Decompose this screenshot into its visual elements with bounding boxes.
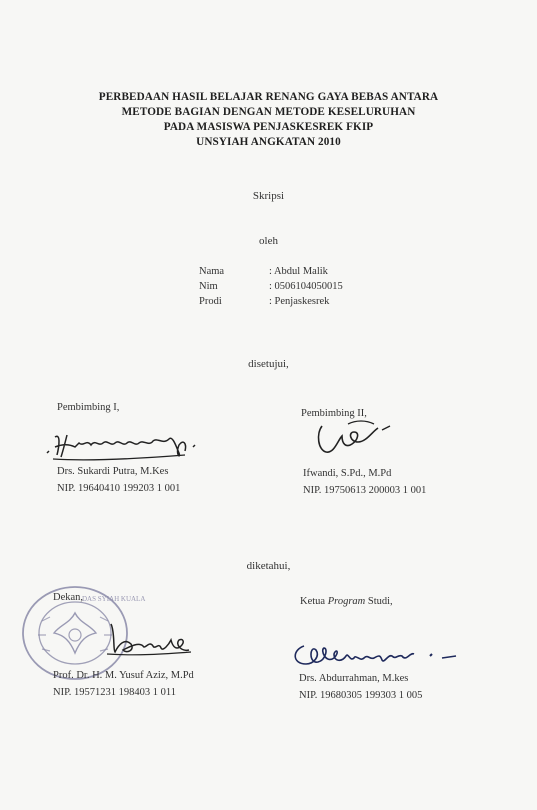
prodi-label: Prodi: [199, 296, 222, 307]
head-program-name: Drs. Abdurrahman, M.kes: [299, 673, 409, 684]
supervisor2-nip: NIP. 19750613 200003 1 001: [303, 485, 427, 496]
head-program-role-prefix: Ketua: [300, 596, 328, 607]
title-line-2: METODE BAGIAN DENGAN METODE KESELURUHAN: [121, 106, 416, 118]
head-program-role: [300, 594, 393, 610]
supervisor1-role: Pembimbing I,: [57, 402, 120, 413]
head-program-nip: NIP. 19680305 199303 1 005: [299, 690, 423, 701]
acknowledged-label: diketahui,: [246, 560, 291, 572]
head-program-role-suffix: Studi,: [365, 596, 393, 607]
title-line-4: UNSYIAH ANGKATAN 2010: [196, 136, 341, 148]
head-program-role-italic: Program: [327, 596, 366, 607]
title-line-3: PADA MASISWA PENJASKESREK FKIP: [163, 121, 374, 133]
approved-label: disetujui,: [248, 358, 289, 370]
dean-name: Prof. Dr. H. M. Yusuf Aziz, M.Pd: [53, 670, 194, 681]
dean-nip: NIP. 19571231 198403 1 011: [53, 687, 176, 698]
supervisor2-role: Pembimbing II,: [301, 408, 367, 419]
title-line-1: PERBEDAAN HASIL BELAJAR RENANG GAYA BEBAS ANTARA: [98, 91, 439, 103]
by-label: oleh: [259, 235, 278, 247]
student-name-row: [199, 264, 343, 279]
supervisor1-name: Drs. Sukardi Putra, M.Kes: [57, 466, 169, 477]
supervisor2-signature: [312, 418, 402, 458]
nim-value: : 0506104050015: [269, 281, 343, 292]
student-info: [199, 264, 343, 309]
head-program-signature: [290, 640, 460, 672]
document-type: Skripsi: [252, 190, 285, 202]
seal-text: DAS SYIAH KUALA: [82, 595, 146, 603]
name-label: Nama: [199, 266, 225, 277]
nim-label: Nim: [199, 281, 218, 292]
supervisor1-nip: NIP. 19640410 199203 1 001: [57, 483, 181, 494]
name-value: : Abdul Malik: [269, 266, 328, 277]
student-nim-row: [199, 279, 343, 294]
dean-signature: [105, 620, 195, 660]
thesis-title: [0, 90, 537, 150]
student-prodi-row: [199, 294, 343, 309]
supervisor1-signature: [45, 425, 205, 465]
dean-role: Dekan,: [53, 592, 84, 603]
prodi-value: : Penjaskesrek: [269, 296, 330, 307]
supervisor2-name: Ifwandi, S.Pd., M.Pd: [303, 468, 392, 479]
